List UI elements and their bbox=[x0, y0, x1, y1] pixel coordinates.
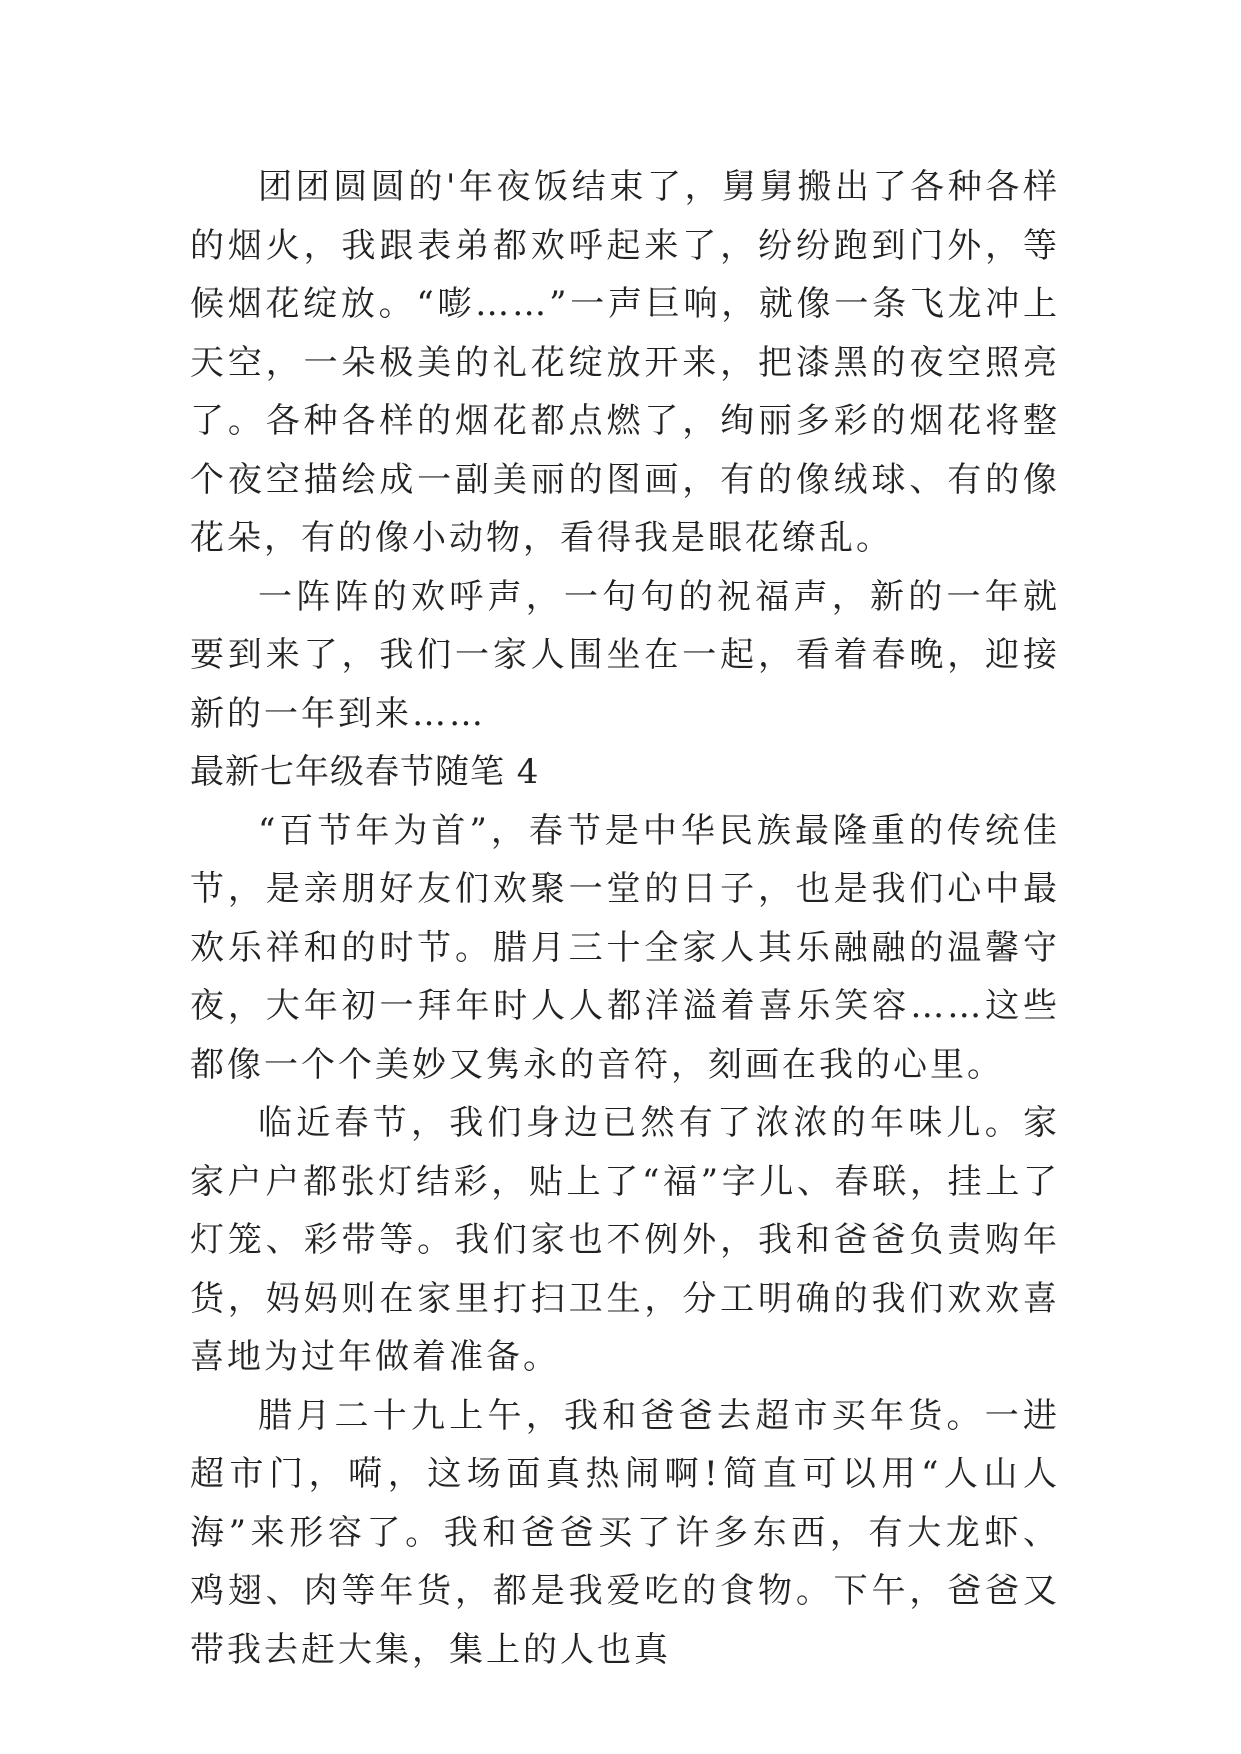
paragraph-new-year: 一阵阵的欢呼声，一句句的祝福声，新的一年就要到来了，我们一家人围坐在一起，看着春晚，迎接新的一年到来…… bbox=[190, 576, 1060, 734]
paragraph-shopping: 腊月二十九上午，我和爸爸去超市买年货。一进超市门，嗬，这场面真热闹啊!简直可以用“人山人海”来形容了。我和爸爸买了许多东西，有大龙虾、鸡翅、肉等年货，都是我爱吃的食物。下午，爸爸又带我去赶大集，集上的人也真 bbox=[190, 1395, 1060, 1670]
paragraph-preparations: 临近春节，我们身边已然有了浓浓的年味儿。家家户户都张灯结彩，贴上了“福”字儿、春联，挂上了灯笼、彩带等。我们家也不例外，我和爸爸负责购年货，妈妈则在家里打扫卫生，分工明确的我们欢欢喜喜地为过年做着准备。 bbox=[190, 1103, 1060, 1377]
paragraph-fireworks: 团团圆圆的'年夜饭结束了，舅舅搬出了各种各样的烟火，我跟表弟都欢呼起来了，纷纷跑到门外，等候烟花绽放。“嘭……”一声巨响，就像一条飞龙冲上天空，一朵极美的礼花绽放开来，把漆黑的夜空照亮了。各种各样的烟花都点燃了，绚丽多彩的烟花将整个夜空描绘成一副美丽的图画，有的像绒球、有的像花朵，有的像小动物，看得我是眼花缭乱。 bbox=[190, 167, 1060, 558]
document-body bbox=[190, 158, 1060, 1679]
section-heading: 最新七年级春节随笔 4 bbox=[190, 752, 540, 792]
paragraph-spring-festival: “百节年为首”，春节是中华民族最隆重的传统佳节，是亲朋好友们欢聚一堂的日子，也是我们心中最欢乐祥和的时节。腊月三十全家人其乐融融的温馨守夜，大年初一拜年时人人都洋溢着喜乐笑容……这些都像一个个美妙又隽永的音符，刻画在我的心里。 bbox=[190, 810, 1060, 1085]
